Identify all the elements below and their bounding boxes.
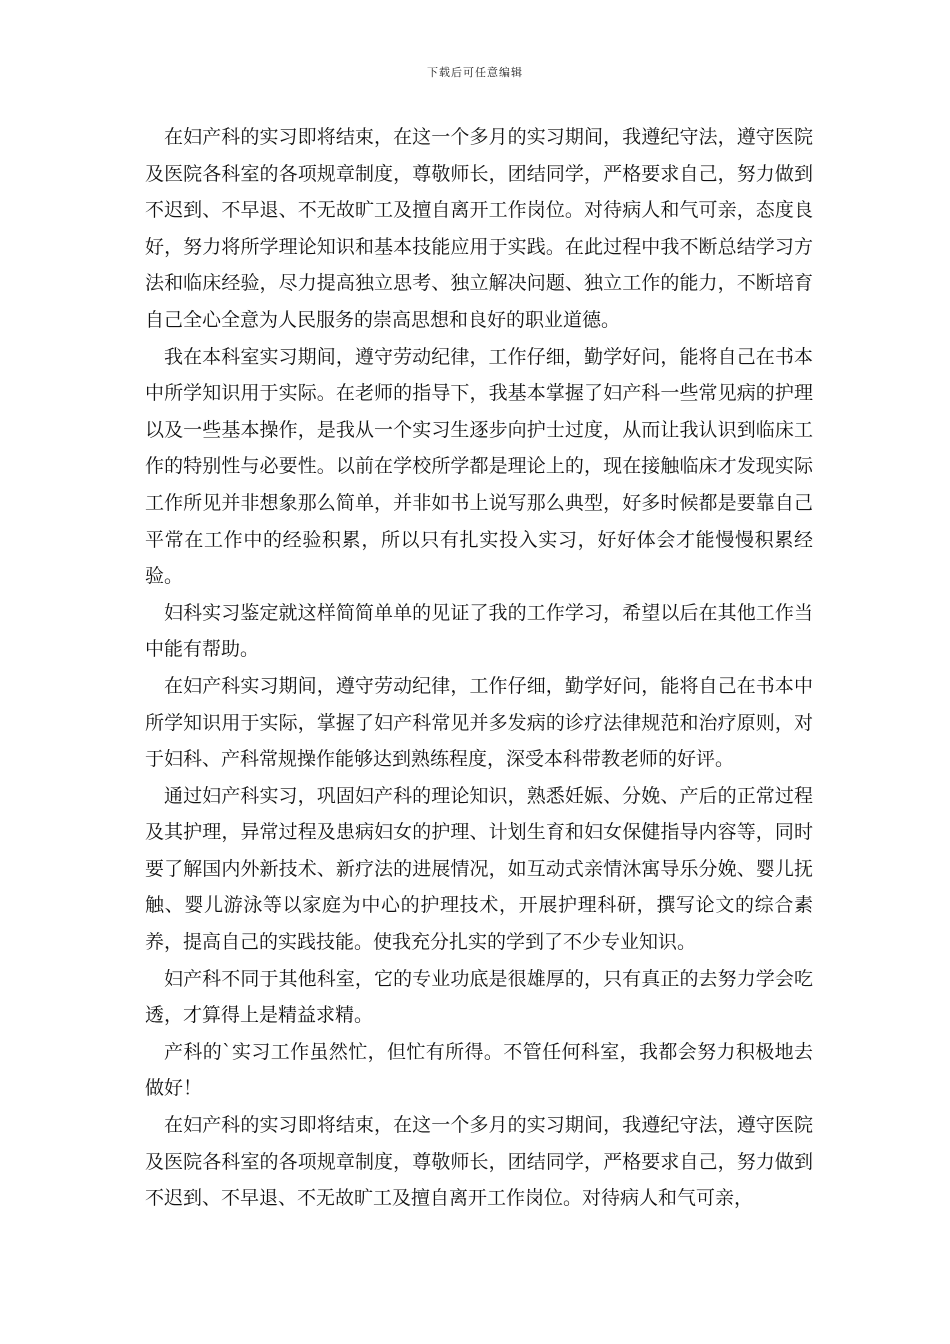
paragraph: 在妇产科的实习即将结束，在这一个多月的实习期间，我遵纪守法，遵守医院及医院各科室的各项规章制度，尊敬师长，团结同学，严格要求自己，努力做到不迟到、不早退、不无故旷工及擅自离开工作岗位。对待病人和气可亲，态度良好，努力将所学理论知识和基本技能应用于实践。在此过程中我不断总结学习方法和临床经验，尽力提高独立思考、独立解决问题、独立工作的能力，不断培育自己全心全意为人民服务的崇高思想和良好的职业道德。 (145, 126, 813, 331)
paragraph: 我在本科室实习期间，遵守劳动纪律，工作仔细，勤学好问，能将自己在书本中所学知识用于实际。在老师的指导下，我基本掌握了妇产科一些常见病的护理以及一些基本操作，是我从一个实习生逐步向护士过度，从而让我认识到临床工作的特别性与必要性。以前在学校所学都是理论上的，现在接触临床才发现实际工作所见并非想象那么简单，并非如书上说写那么典型，好多时候都是要靠自己平常在工作中的经验积累，所以只有扎实投入实习，好好体会才能慢慢积累经验。 (145, 345, 813, 588)
paragraph: 通过妇产科实习，巩固妇产科的理论知识，熟悉妊娠、分娩、产后的正常过程及其护理，异常过程及患病妇女的护理、计划生育和妇女保健指导内容等，同时要了解国内外新技术、新疗法的进展情况，如互动式亲情沐寓导乐分娩、婴儿抚触、婴儿游泳等以家庭为中心的护理技术，开展护理科研，撰写论文的综合素养，提高自己的实践技能。使我充分扎实的学到了不少专业知识。 (145, 784, 813, 954)
paragraph: 产科的`实习工作虽然忙，但忙有所得。不管任何科室，我都会努力积极地去做好！ (145, 1040, 813, 1100)
paragraph: 妇科实习鉴定就这样简简单单的见证了我的工作学习，希望以后在其他工作当中能有帮助。 (145, 601, 813, 661)
document-body (145, 119, 813, 1217)
paragraph: 妇产科不同于其他科室，它的专业功底是很雄厚的，只有真正的去努力学会吃透，才算得上是精益求精。 (145, 967, 813, 1027)
paragraph: 在妇产科实习期间，遵守劳动纪律，工作仔细，勤学好问，能将自己在书本中所学知识用于实际，掌握了妇产科常见并多发病的诊疗法律规范和治疗原则，对于妇科、产科常规操作能够达到熟练程度，深受本科带教老师的好评。 (145, 674, 813, 771)
page-header: 下载后可任意编辑 (427, 66, 523, 79)
paragraph: 在妇产科的实习即将结束，在这一个多月的实习期间，我遵纪守法，遵守医院及医院各科室的各项规章制度，尊敬师长，团结同学，严格要求自己，努力做到不迟到、不早退、不无故旷工及擅自离开工作岗位。对待病人和气可亲， (145, 1114, 813, 1210)
